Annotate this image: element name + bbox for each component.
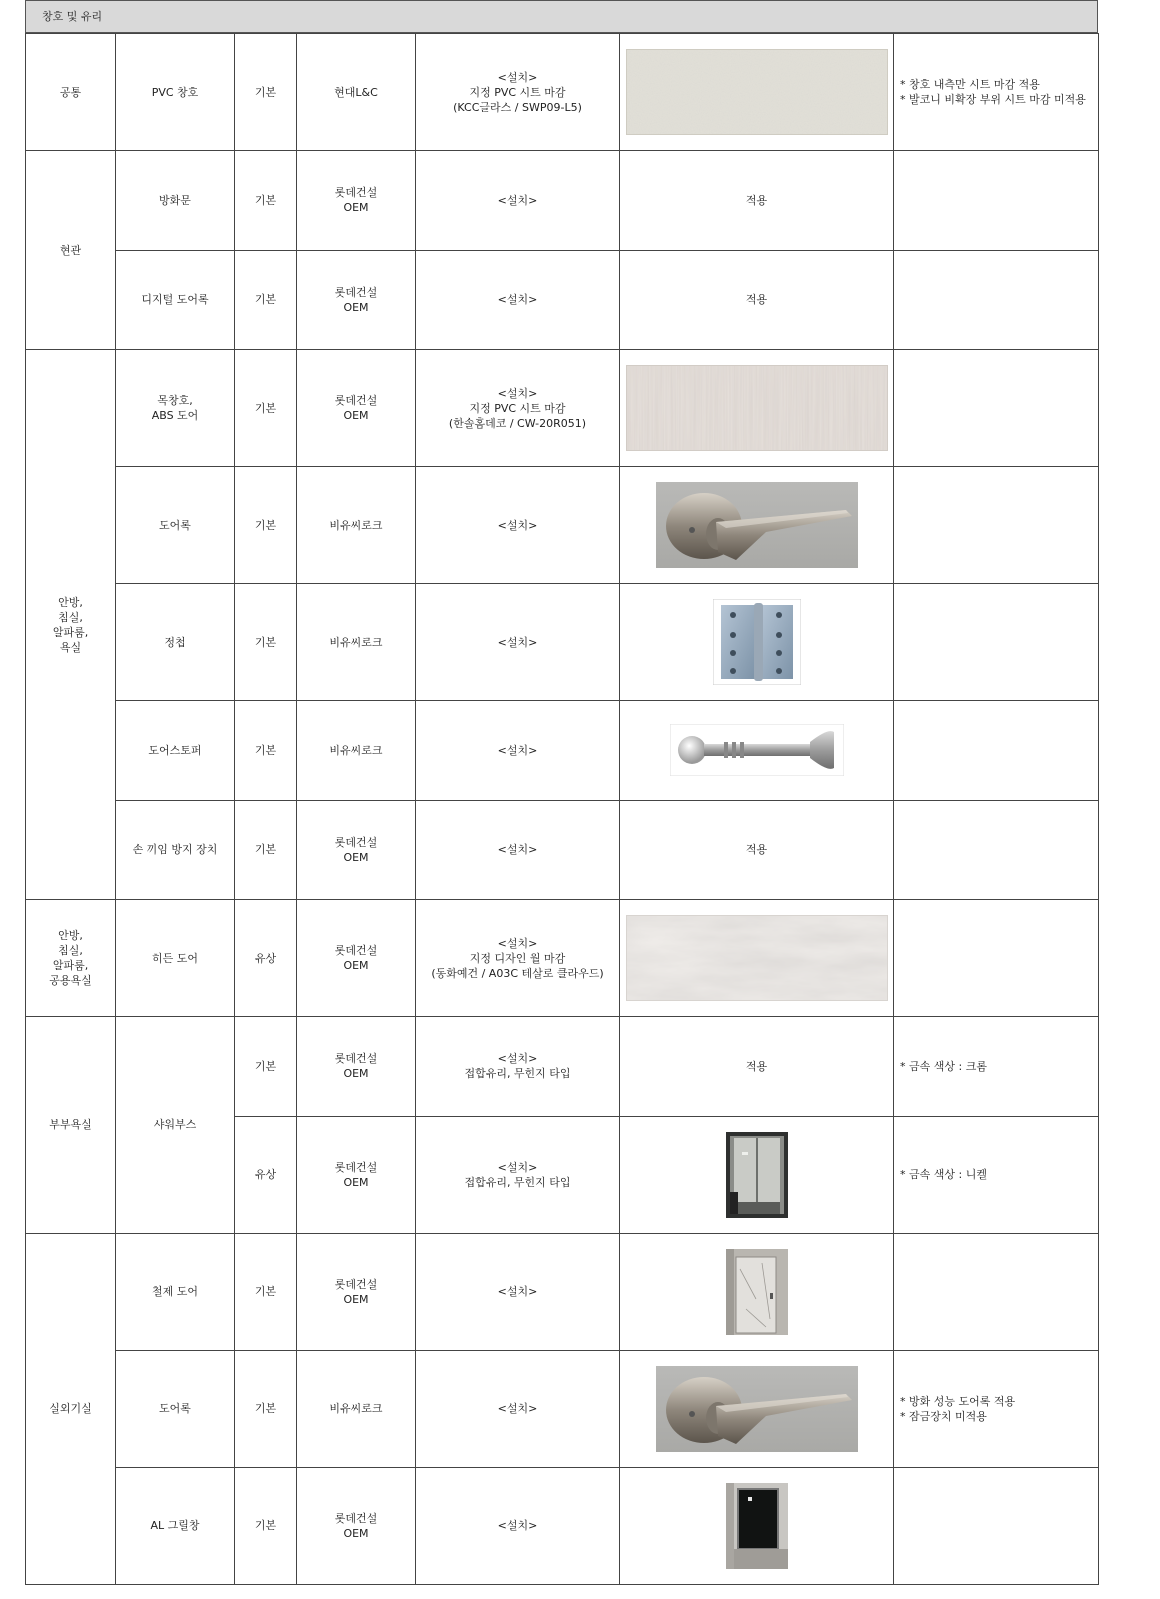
note-cell: [894, 1116, 1099, 1233]
note-text: * 발코니 비확장 부위 시트 마감 미적용: [900, 93, 1086, 106]
apply-cell: 적용: [620, 800, 894, 900]
item-cell: 히든 도어: [116, 900, 235, 1017]
spec-cell: <설치>: [416, 1467, 620, 1584]
section-title: 창호 및 유리: [42, 10, 103, 23]
type-cell: 기본: [235, 800, 297, 900]
note-text: * 잠금장치 미적용: [900, 1409, 987, 1423]
note-cell: [894, 467, 1099, 584]
brand-cell: 롯데건설 OEM: [297, 1467, 416, 1584]
section-header: [25, 0, 1098, 33]
image-cell: [620, 1233, 894, 1350]
note-cell: [894, 1017, 1099, 1117]
note-cell: [894, 350, 1099, 467]
spec-cell: <설치>: [416, 250, 620, 350]
table-row: [26, 467, 1099, 584]
image-cell: [620, 584, 894, 701]
table-row: [26, 900, 1099, 1017]
note-cell: [894, 900, 1099, 1017]
item-cell: 정첩: [116, 584, 235, 701]
item-cell: AL 그릴창: [116, 1467, 235, 1584]
table-row: [26, 151, 1099, 251]
image-cell: [620, 900, 894, 1017]
type-cell: 기본: [235, 250, 297, 350]
brand-cell: 비유씨로크: [297, 584, 416, 701]
note-text: * 금속 색상 : 크롬: [900, 1059, 987, 1073]
item-cell: 디지털 도어록: [116, 250, 235, 350]
area-cell: 현관: [26, 151, 116, 350]
table-row: [26, 350, 1099, 467]
brand-cell: 롯데건설 OEM: [297, 151, 416, 251]
area-cell: 안방, 침실, 알파룸, 공용욕실: [26, 900, 116, 1017]
texture-marble-swatch: [626, 915, 888, 1001]
note-text: * 창호 내측만 시트 마감 적용: [900, 78, 1040, 91]
note-cell: [894, 151, 1099, 251]
type-cell: 기본: [235, 1467, 297, 1584]
table-row: [26, 1350, 1099, 1467]
type-cell: 기본: [235, 1350, 297, 1467]
type-cell: 기본: [235, 701, 297, 801]
area-cell: 부부욕실: [26, 1017, 116, 1234]
brand-cell: 현대L&C: [297, 34, 416, 151]
item-cell: 손 끼임 방지 장치: [116, 800, 235, 900]
image-cell: [620, 467, 894, 584]
note-text: * 방화 성능 도어록 적용: [900, 1394, 1016, 1408]
type-cell: 기본: [235, 151, 297, 251]
type-cell: 기본: [235, 1017, 297, 1117]
item-cell: 도어록: [116, 1350, 235, 1467]
area-cell: 안방, 침실, 알파룸, 욕실: [26, 350, 116, 900]
texture-beige-swatch: [626, 49, 888, 135]
item-cell: 도어록: [116, 467, 235, 584]
table-row: [26, 1233, 1099, 1350]
note-cell: [894, 584, 1099, 701]
lever-handle-photo: [656, 482, 858, 568]
texture-wood-swatch: [626, 365, 888, 451]
brand-cell: 롯데건설 OEM: [297, 350, 416, 467]
spec-cell: <설치> 지정 디자인 월 마감 (동화예건 / A03C 테살로 클라우드): [416, 900, 620, 1017]
image-cell: [620, 1116, 894, 1233]
brand-cell: 롯데건설 OEM: [297, 1017, 416, 1117]
table-row: [26, 34, 1099, 151]
type-cell: 기본: [235, 584, 297, 701]
spec-cell: <설치>: [416, 1350, 620, 1467]
note-cell: [894, 1350, 1099, 1467]
item-cell: PVC 창호: [116, 34, 235, 151]
spec-cell: <설치> 접합유리, 무힌지 타입: [416, 1116, 620, 1233]
area-cell: 실외기실: [26, 1233, 116, 1584]
spec-cell: <설치>: [416, 1233, 620, 1350]
type-cell: 기본: [235, 467, 297, 584]
note-cell: [894, 701, 1099, 801]
door-stopper-photo: [670, 724, 844, 776]
spec-cell: <설치> 지정 PVC 시트 마감 (KCC글라스 / SWP09-L5): [416, 34, 620, 151]
shower-booth-photo: [726, 1132, 788, 1218]
apply-cell: 적용: [620, 1017, 894, 1117]
brand-cell: 롯데건설 OEM: [297, 1233, 416, 1350]
item-cell: 목창호, ABS 도어: [116, 350, 235, 467]
table-row: [26, 1017, 1099, 1117]
image-cell: [620, 701, 894, 801]
grille-window-photo: [726, 1483, 788, 1569]
table-row: [26, 800, 1099, 900]
brand-cell: 비유씨로크: [297, 701, 416, 801]
type-cell: 기본: [235, 34, 297, 151]
steel-door-photo: [726, 1249, 788, 1335]
table-row: [26, 701, 1099, 801]
image-cell: [620, 350, 894, 467]
image-cell: [620, 1467, 894, 1584]
spec-cell: <설치>: [416, 467, 620, 584]
note-cell: [894, 800, 1099, 900]
spec-cell: <설치>: [416, 151, 620, 251]
item-cell: 방화문: [116, 151, 235, 251]
spec-cell: <설치>: [416, 584, 620, 701]
spec-cell: <설치>: [416, 800, 620, 900]
item-cell: 철제 도어: [116, 1233, 235, 1350]
lever-handle-photo: [656, 1366, 858, 1452]
note-cell: [894, 250, 1099, 350]
brand-cell: 롯데건설 OEM: [297, 1116, 416, 1233]
note-cell: [894, 1233, 1099, 1350]
spec-cell: <설치>: [416, 701, 620, 801]
table-row: [26, 250, 1099, 350]
note-cell: [894, 1467, 1099, 1584]
note-text: * 금속 색상 : 니켈: [900, 1168, 987, 1181]
apply-cell: 적용: [620, 250, 894, 350]
table-row: [26, 584, 1099, 701]
spec-cell: <설치> 지정 PVC 시트 마감 (한솔홈데코 / CW-20R051): [416, 350, 620, 467]
image-cell: [620, 1350, 894, 1467]
type-cell: 유상: [235, 900, 297, 1017]
table-row: [26, 1467, 1099, 1584]
image-cell: [620, 34, 894, 151]
type-cell: 기본: [235, 1233, 297, 1350]
brand-cell: 롯데건설 OEM: [297, 900, 416, 1017]
type-cell: 유상: [235, 1116, 297, 1233]
spec-table: [25, 33, 1099, 1585]
brand-cell: 롯데건설 OEM: [297, 800, 416, 900]
apply-cell: 적용: [620, 151, 894, 251]
brand-cell: 비유씨로크: [297, 1350, 416, 1467]
area-cell: 공통: [26, 34, 116, 151]
type-cell: 기본: [235, 350, 297, 467]
spec-cell: <설치> 접합유리, 무힌지 타입: [416, 1017, 620, 1117]
brand-cell: 롯데건설 OEM: [297, 250, 416, 350]
item-cell: 도어스토퍼: [116, 701, 235, 801]
note-cell: [894, 34, 1099, 151]
item-cell: 샤워부스: [116, 1017, 235, 1234]
brand-cell: 비유씨로크: [297, 467, 416, 584]
hinge-photo: [713, 599, 801, 685]
